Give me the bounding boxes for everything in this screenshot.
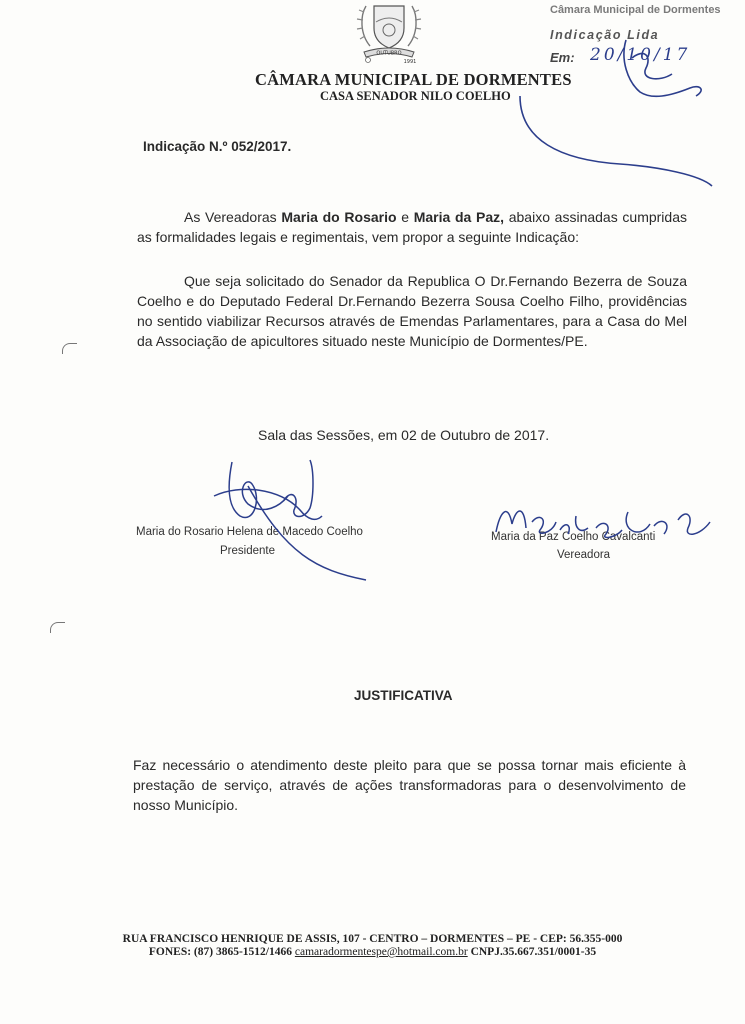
footer-contacts: [0, 946, 745, 958]
signer-2-name: Maria da Paz Coelho Cavalcanti: [491, 531, 656, 543]
request-paragraph: Que seja solicitado do Senador da Republica O Dr.Fernando Bezerra de Souza Coelho e do Deputado Federal Dr.Fernando Bezerra Sousa Coelho Filho, providências no sentido viabilizar Recursos através de Emendas Parlamentares, para a Casa do Mel da Associação de apicultores situado neste Município de Dormentes/PE.: [137, 273, 687, 349]
punch-mark-top: [62, 343, 77, 354]
footer-email: camaradormentespe@hotmail.com.br: [294, 946, 468, 958]
councilor-name-1: Maria do Rosario: [281, 209, 397, 225]
president-signature: [214, 460, 366, 580]
stamp-date-label: Em:: [550, 50, 575, 65]
indication-reference: Indicação N.º 052/2017.: [143, 139, 292, 154]
municipal-seal-emblem: [346, 0, 432, 64]
intro-text-a: As Vereadoras: [184, 209, 282, 225]
footer-phones: FONES: (87) 3865-1512/1466: [148, 946, 295, 958]
reading-stamp: [548, 4, 728, 84]
intro-text-b: e: [396, 209, 414, 225]
stamp-title: Câmara Municipal de Dormentes: [550, 4, 721, 16]
footer-cnpj: CNPJ.35.667.351/0001-35: [467, 946, 597, 958]
stamp-status: Indicação Lida: [550, 28, 660, 42]
signer-1-name: Maria do Rosario Helena de Macedo Coelho: [136, 526, 363, 538]
signer-2-role: Vereadora: [557, 549, 611, 561]
justification-title: JUSTIFICATIVA: [354, 688, 453, 703]
chamber-name: CÂMARA MUNICIPAL DE DORMENTES: [255, 70, 572, 89]
footer-address: RUA FRANCISCO HENRIQUE DE ASSIS, 107 - CENTRO – DORMENTES – PE - CEP: 56.355-000: [122, 933, 623, 945]
councilor-name-2: Maria da Paz,: [413, 209, 505, 225]
stamp-date: 20/10/17: [590, 45, 691, 65]
punch-mark-bottom: [50, 622, 65, 633]
house-name: CASA SENADOR NILO COELHO: [320, 89, 511, 103]
session-date: Sala das Sessões, em 02 de Outubro de 2017.: [258, 427, 550, 443]
seal-ribbon-text: OUTUBRO: [376, 50, 402, 57]
seal-year-text: 1991: [403, 59, 417, 64]
intro-paragraph: [137, 207, 687, 247]
justification-text: Faz necessário o atendimento deste pleito para que se possa tornar mais eficiente à prestação de serviço, através de ações transformadoras para o desenvolvimento de nosso Município.: [133, 757, 686, 813]
signer-1-role: Presidente: [220, 545, 275, 557]
intro-text-c: abaixo assinadas cumpridas as formalidades legais e regimentais, vem propor a seguinte Indicação:: [137, 209, 687, 245]
